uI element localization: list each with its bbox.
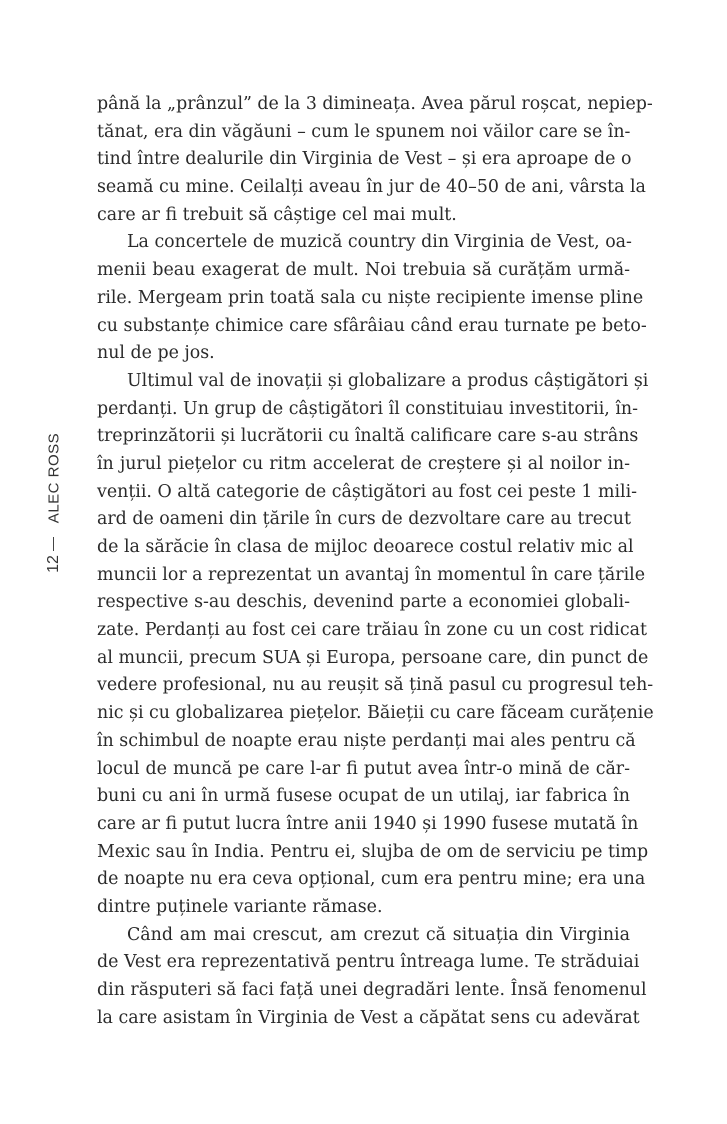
body-text <box>97 91 654 1032</box>
text-line: la care asistam în Virginia de Vest a căpătat sens cu adevărat <box>97 1007 640 1028</box>
text-line: nic și cu globalizarea piețelor. Băieții cu care făceam curățenie <box>97 703 654 724</box>
text-line: al muncii, precum SUA și Europa, persoane care, din punct de <box>97 647 649 668</box>
running-head-author <box>34 430 74 526</box>
text-line: locul de muncă pe care l-ar fi putut avea într-o mină de căr- <box>97 758 630 779</box>
text-line: Mexic sau în India. Pentru ei, slujba de om de serviciu pe timp <box>97 841 649 862</box>
text-line: buni cu ani în urmă fusese ocupat de un utilaj, iar fabrica în <box>97 786 630 807</box>
text-line: zate. Perdanți au fost cei care trăiau în zone cu un cost ridicat <box>97 620 647 641</box>
text-line: rile. Mergeam prin toată sala cu niște recipiente imense pline <box>97 287 644 308</box>
text-line: dintre puținele variante rămase. <box>97 896 383 917</box>
text-line: respective s-au deschis, devenind parte a economiei globali- <box>97 592 630 613</box>
text-line: de la sărăcie în clasa de mijloc deoarece costul relativ mic al <box>97 537 634 557</box>
text-line: perdanți. Un grup de câștigători îl constituiau investitorii, în- <box>97 398 638 419</box>
text-line: de Vest era reprezentativă pentru întreaga lume. Te străduiai <box>97 952 640 973</box>
text-line: seamă cu mine. Ceilalți aveau în jur de 40–50 de ani, vârsta la <box>97 177 646 198</box>
text-line: din răsputeri să faci față unei degradări lente. Însă fenomenul <box>97 980 647 1000</box>
text-line: vedere profesional, nu au reușit să țină pasul cu progresul teh- <box>97 675 654 696</box>
text-line: muncii lor a reprezentat un avantaj în momentul în care țările <box>97 564 646 585</box>
text-line: treprinzătorii și lucrătorii cu înaltă calificare care s-au strâns <box>97 426 639 447</box>
page-number <box>32 552 76 576</box>
running-head-divider <box>53 537 54 551</box>
text-line: Când am mai crescut, am crezut că situația din Virginia <box>127 924 630 945</box>
running-head-author-text: ALEC ROSS <box>45 432 63 524</box>
running-head <box>32 430 72 580</box>
text-line: în jurul piețelor cu ritm accelerat de creștere și al noilor in- <box>97 453 630 474</box>
text-line: care ar fi trebuit să câștige cel mai mult. <box>97 204 457 225</box>
text-line: menii beau exagerat de mult. Noi trebuia să curățăm urmă- <box>97 260 630 281</box>
page-number-text: 12 <box>45 555 62 573</box>
text-line: în schimbul de noapte erau niște perdanți mai ales pentru că <box>97 730 636 751</box>
text-line: La concertele de muzică country din Virginia de Vest, oa- <box>127 232 632 253</box>
text-line: ard de oameni din țările în curs de dezvoltare care au trecut <box>97 509 631 530</box>
text-line: venții. O altă categorie de câștigători au fost cei peste 1 mili- <box>97 481 638 502</box>
text-line: Ultimul val de inovații și globalizare a produs câștigători și <box>127 370 649 391</box>
text-line: de noapte nu era ceva opțional, cum era pentru mine; era una <box>97 869 646 890</box>
text-line: tind între dealurile din Virginia de Vest – și era aproape de o <box>97 149 632 170</box>
text-line: până la „prânzul” de la 3 dimineața. Avea părul roșcat, nepiep- <box>97 94 653 114</box>
text-line: nul de pe jos. <box>97 343 215 364</box>
text-line: cu substanțe chimice care sfârâiau când erau turnate pe beto- <box>97 315 647 336</box>
text-line: tănat, era din văgăuni – cum le spunem noi văilor care se în- <box>97 121 631 142</box>
text-line: care ar fi putut lucra între anii 1940 și 1990 fusese mutată în <box>97 813 639 834</box>
